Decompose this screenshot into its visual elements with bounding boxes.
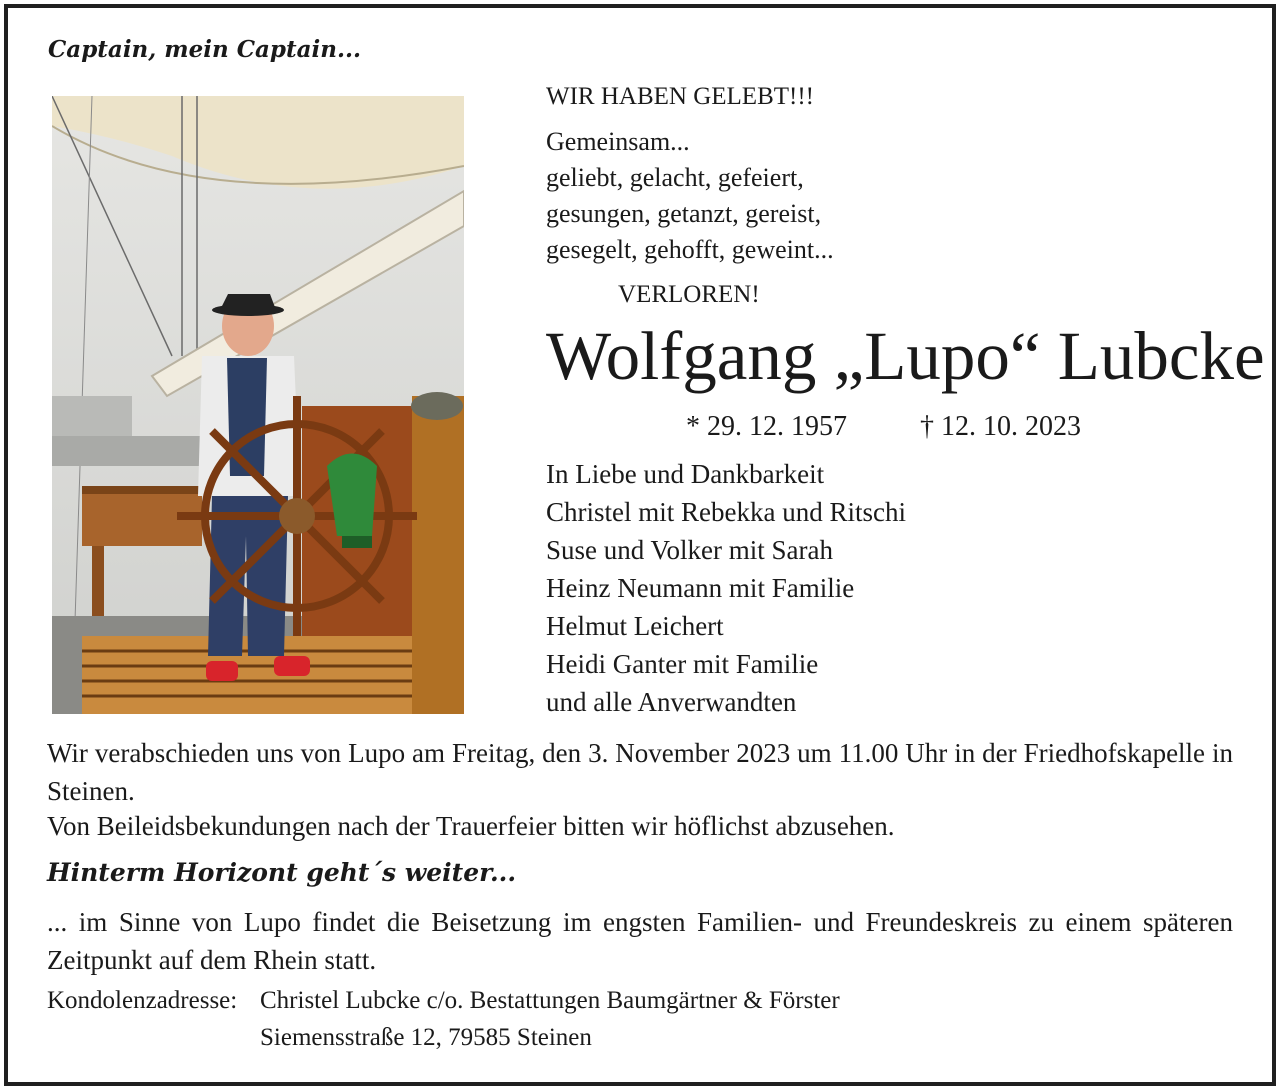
death-date: † 12. 10. 2023 [920,411,1081,442]
contact-line: Christel Lubcke c/o. Bestattungen Baumgärtner & Förster [260,987,840,1014]
mourner-line: In Liebe und Dankbarkeit [546,459,825,489]
burial-note: ... im Sinne von Lupo findet die Beisetzung im engsten Familien- und Freundeskreis zu einem späteren Zeitpunkt auf dem Rhein statt. [47,907,1233,975]
poem-line: gesegelt, gehofft, geweint... [546,235,834,264]
contact-label: Kondolenzadresse: [47,987,238,1014]
poem-line: gesungen, getanzt, gereist, [546,199,822,228]
poem-line: Gemeinsam... [546,127,690,156]
tagline: Captain, mein Captain... [48,36,362,63]
poem-lost: VERLOREN! [618,281,760,308]
mourner-line: und alle Anverwandten [546,687,797,717]
portrait-photo [52,96,464,714]
mourner-line: Heinz Neumann mit Familie [546,573,855,603]
contact-line: Siemensstraße 12, 79585 Steinen [260,1024,592,1051]
poem-line: geliebt, gelacht, gefeiert, [546,163,804,192]
mourner-line: Heidi Ganter mit Familie [546,649,819,679]
birth-date: * 29. 12. 1957 [686,411,847,442]
mourner-line: Christel mit Rebekka und Ritschi [546,497,906,527]
deceased-name: Wolfgang „Lupo“ Lubcke [546,318,1265,394]
mourner-line: Suse und Volker mit Sarah [546,535,833,565]
condolence-note: Von Beileidsbekundungen nach der Trauerfeier bitten wir höflichst abzusehen. [47,811,895,841]
horizon-heading: Hinterm Horizont geht´s weiter... [47,858,517,887]
mourner-line: Helmut Leichert [546,611,724,641]
poem-heading: WIR HABEN GELEBT!!! [546,83,814,110]
service-announcement: Wir verabschieden uns von Lupo am Freitag, den 3. November 2023 um 11.00 Uhr in der Friedhofskapelle in Steinen. [47,738,1233,806]
